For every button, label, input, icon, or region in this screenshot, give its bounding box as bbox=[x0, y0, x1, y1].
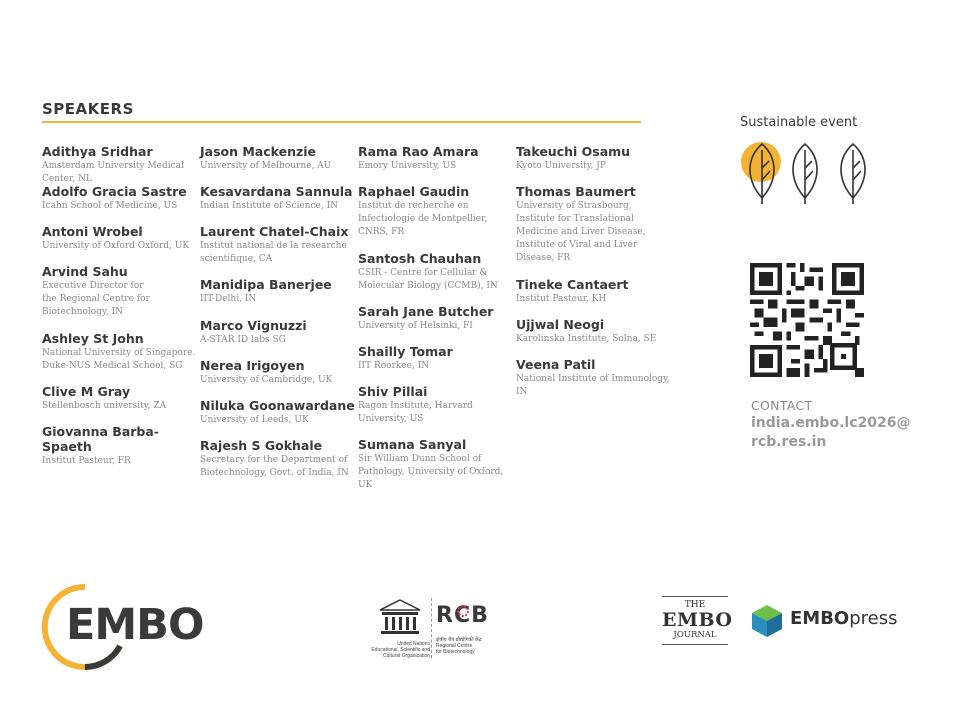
speaker-entry bbox=[516, 357, 676, 399]
speaker-name: Ashley St John bbox=[42, 331, 144, 346]
speaker-name: Laurent Chatel-Chaix bbox=[200, 224, 349, 239]
speaker-entry bbox=[200, 184, 360, 224]
contact-email-link[interactable]: india.embo.lc2026@ rcb.res.in bbox=[751, 415, 911, 450]
speaker-entry bbox=[200, 438, 360, 480]
speaker-affiliation: Institut de recherche en Infectiologie de Montpellier, CNRS, FR bbox=[358, 201, 488, 237]
speakers-column-2 bbox=[200, 144, 360, 480]
sustainability-leaves bbox=[738, 140, 878, 205]
speaker-entry bbox=[200, 358, 360, 398]
speaker-entry bbox=[200, 277, 360, 318]
speaker-affiliation: Indian Institute of Science, IN bbox=[200, 201, 339, 211]
speaker-affiliation: University of Leeds, UK bbox=[200, 415, 309, 425]
speaker-name: Santosh Chauhan bbox=[358, 251, 482, 266]
speaker-affiliation: Icahn School of Medicine, US bbox=[42, 201, 178, 211]
speaker-name: Kesavardana Sannula bbox=[200, 184, 353, 199]
speaker-entry bbox=[200, 144, 360, 184]
speaker-entry bbox=[42, 384, 202, 424]
speaker-entry bbox=[516, 144, 676, 184]
speaker-affiliation: University of Cambridge, UK bbox=[200, 375, 333, 385]
speaker-entry bbox=[42, 264, 202, 331]
speaker-name: Rajesh S Gokhale bbox=[200, 438, 323, 453]
speaker-affiliation: Kyoto University, JP bbox=[516, 161, 606, 171]
speakers-heading: SPEAKERS bbox=[42, 100, 134, 118]
speaker-name: Adolfo Gracia Sastre bbox=[42, 184, 187, 199]
speaker-entry bbox=[42, 144, 202, 184]
press-rest: press bbox=[849, 608, 898, 629]
journal-line2: EMBO bbox=[662, 609, 733, 631]
rcb-caption: क्षेत्रीय जैव प्रौद्योगिकी केंद्र Regional Centre for Biotechnology bbox=[436, 637, 482, 655]
speakers-column-3 bbox=[358, 144, 518, 492]
speakers-column-1 bbox=[42, 144, 202, 468]
speaker-entry bbox=[42, 184, 202, 224]
leaf-icon bbox=[841, 144, 865, 204]
speaker-name: Clive M Gray bbox=[42, 384, 131, 399]
speaker-name: Rama Rao Amara bbox=[358, 144, 479, 159]
speaker-entry bbox=[200, 398, 360, 438]
sustainable-event-title: Sustainable event bbox=[740, 115, 858, 130]
speaker-affiliation: Ragon Institute, Harvard University, US bbox=[358, 401, 473, 424]
speaker-affiliation: Secretary for the Department of Biotechnology, Govt. of India, IN bbox=[200, 455, 349, 478]
speaker-name: Adithya Sridhar bbox=[42, 144, 153, 159]
speaker-entry bbox=[42, 424, 202, 468]
speaker-name: Sumana Sanyal bbox=[358, 437, 467, 452]
speaker-name: Manidipa Banerjee bbox=[200, 277, 332, 292]
speaker-affiliation: Institut national de la researche scientifique, CA bbox=[200, 241, 347, 264]
speaker-entry bbox=[358, 304, 518, 344]
speaker-entry bbox=[516, 184, 676, 277]
speakers-divider bbox=[42, 121, 641, 123]
speaker-affiliation: Executive Director for the Regional Centre for Biotechnology, IN bbox=[42, 281, 150, 317]
speaker-affiliation: Institut Pasteur, FR bbox=[42, 456, 131, 466]
speaker-entry bbox=[516, 317, 676, 357]
rcb-gear-icon bbox=[456, 604, 470, 618]
press-bold: EMBO bbox=[790, 608, 850, 629]
embo-journal-logo bbox=[662, 596, 733, 650]
speaker-affiliation: University of Helsinki, FI bbox=[358, 321, 473, 331]
qr-code[interactable] bbox=[750, 263, 864, 377]
speaker-entry bbox=[358, 437, 518, 492]
speaker-name: Jason Mackenzie bbox=[200, 144, 317, 159]
speaker-name: Sarah Jane Butcher bbox=[358, 304, 494, 319]
speaker-affiliation: Amsterdam University Medical Center, NL bbox=[42, 161, 184, 184]
speaker-affiliation: IIT Roorkee, IN bbox=[358, 361, 430, 371]
embo-press-cube-icon bbox=[751, 604, 783, 638]
speaker-affiliation: University of Melbourne, AU bbox=[200, 161, 332, 171]
speaker-name: Raphael Gaudin bbox=[358, 184, 470, 199]
embo-press-logo bbox=[790, 608, 898, 629]
speaker-affiliation: IIT-Delhi, IN bbox=[200, 294, 257, 304]
speaker-name: Ujjwal Neogi bbox=[516, 317, 605, 332]
speaker-entry bbox=[358, 344, 518, 384]
speaker-entry bbox=[358, 251, 518, 304]
logo-divider bbox=[431, 598, 433, 658]
speaker-name: Shailly Tomar bbox=[358, 344, 453, 359]
speaker-name: Arvind Sahu bbox=[42, 264, 128, 279]
embo-logo: EMBO bbox=[66, 600, 204, 650]
speaker-name: Veena Patil bbox=[516, 357, 596, 372]
speaker-entry bbox=[42, 224, 202, 264]
speaker-affiliation: A-STAR ID labs SG bbox=[200, 335, 286, 345]
speaker-affiliation: Sir William Dunn School of Pathology, University of Oxford, UK bbox=[358, 454, 504, 490]
speaker-entry bbox=[200, 224, 360, 277]
speaker-entry bbox=[358, 184, 518, 251]
speaker-entry bbox=[358, 144, 518, 184]
speaker-name: Antoni Wrobel bbox=[42, 224, 143, 239]
speaker-name: Shiv Pillai bbox=[358, 384, 428, 399]
speaker-affiliation: University of Oxford Oxford, UK bbox=[42, 241, 190, 251]
speaker-entry bbox=[42, 331, 202, 384]
speaker-name: Tineke Cantaert bbox=[516, 277, 629, 292]
speaker-entry bbox=[200, 318, 360, 358]
speaker-name: Takeuchi Osamu bbox=[516, 144, 631, 159]
speaker-affiliation: Emory University, US bbox=[358, 161, 457, 171]
journal-line1: THE bbox=[684, 600, 706, 610]
leaf-icon bbox=[793, 144, 817, 204]
speaker-affiliation: CSIR - Centre for Cellular & Molecular Biology (CCMB), IN bbox=[358, 268, 498, 291]
journal-bottom-rule bbox=[662, 644, 728, 645]
speaker-name: Niluka Goonawardane bbox=[200, 398, 355, 413]
unesco-caption: United Nations Educational, Scientific and Cultural Organization bbox=[371, 641, 430, 659]
speaker-affiliation: National University of Singapore. Duke-NUS Medical School, SG bbox=[42, 348, 196, 371]
speaker-affiliation: University of Strasbourg, Institute for Translational Medicine and Liver Disease, Institute of Viral and Liver Disease, FR bbox=[516, 201, 646, 263]
journal-line3: JOURNAL bbox=[673, 630, 717, 640]
contact-label: CONTACT bbox=[751, 398, 813, 413]
speaker-name: Marco Vignuzzi bbox=[200, 318, 307, 333]
speaker-name: Thomas Baumert bbox=[516, 184, 636, 199]
speaker-affiliation: Institut Pasteur, KH bbox=[516, 294, 607, 304]
speaker-name: Nerea Irigoyen bbox=[200, 358, 305, 373]
leaf-highlight-circle bbox=[741, 142, 781, 182]
speakers-column-4 bbox=[516, 144, 676, 399]
rcb-logo: RCB bbox=[436, 603, 489, 628]
speaker-affiliation: Stellenbosch university, ZA bbox=[42, 401, 167, 411]
speaker-affiliation: Karolinska Institute, Solna, SE bbox=[516, 334, 657, 344]
speaker-name: Giovanna Barba- Spaeth bbox=[42, 424, 159, 454]
speaker-entry bbox=[358, 384, 518, 437]
unesco-temple-icon bbox=[378, 598, 422, 638]
speaker-affiliation: National Institute of Immunology, IN bbox=[516, 374, 670, 397]
speaker-entry bbox=[516, 277, 676, 317]
